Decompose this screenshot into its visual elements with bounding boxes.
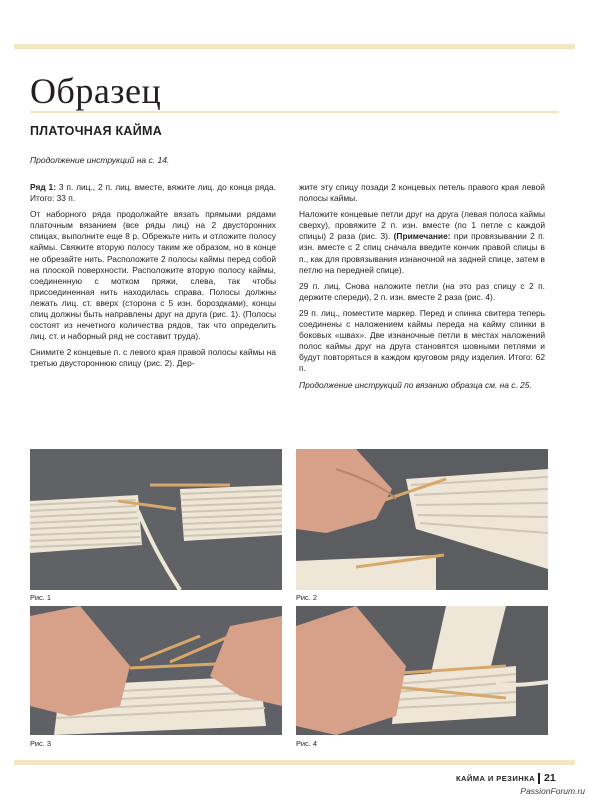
row-1-text: 3 п. лиц., 2 п. лиц. вместе, вяжите лиц. до конца ряда. Итого: 33 п. xyxy=(30,182,277,204)
photo-two-garter-strips xyxy=(30,449,282,590)
title-underline xyxy=(30,111,559,113)
row-1-label: Ряд 1: xyxy=(30,182,56,192)
figure-3-photo xyxy=(30,606,282,735)
note-text: при провязывании 2 п. изн. вместе с 2 спиц сначала введите кончик правой спицы в п., как для провязывания изнаночной на задней спице, затем в петлю на передней спице). xyxy=(299,231,545,275)
bottom-decorative-rule xyxy=(14,760,575,765)
section-subtitle: ПЛАТОЧНАЯ КАЙМА xyxy=(30,124,163,138)
figure-2-caption: Рис. 2 xyxy=(296,593,317,602)
figure-1-photo xyxy=(30,449,282,590)
instructions-paragraph: жите эту спицу позади 2 концевых петель правого края левой полосы каймы. xyxy=(299,182,545,204)
instructions-paragraph: 29 п. лиц., поместите маркер. Перед и спинка свитера теперь соединены с наложением каймы переда на кайму спинки в боковых «швах». Две изнаночные петли в местах наложений полос каймы друг на друга становятся шовными петлями и будут повторяться в каждом круговом ряду изделия. Итого: 62 п. xyxy=(299,307,545,374)
instructions-paragraph: От наборного ряда продолжайте вязать прямыми рядами платочным вязанием (все ряды лиц) на 2 двусторонних спицах, выполните еще 8 р. Обрежьте нить и отложите полосу каймы. Свяжите вторую полосу таким же образом, но в конце не обрезайте нить. Расположите 2 полосы каймы перед собой на плоской поверхности. Расположите вторую полосу каймы, соединенную с мотком пряжи, слева, так чтобы присоединенная нить находилась справа. Полосы должны лежать лиц. ст. вверх (сторона с 5 изн. бороздками), концы спиц должны быть направлены друг на друга (рис. 1). (Полосы состоят из нечетного количества рядов, так что определить лиц. ст. и наборный ряд не составит труда). xyxy=(30,209,276,342)
instructions-paragraph: 29 п. лиц. Снова наложите петли (на это раз спицу с 2 п. держите спереди), 2 п. изн. вместе 2 раза (рис. 4). xyxy=(299,280,545,302)
overlap-text: Наложите концевые петли друг на друга (левая полоса каймы сверху), провяжите 2 п. изн. вместе (по 1 петле с каждой спицы) 2 раза (рис. 3). xyxy=(299,209,545,242)
photo-hands-purl-together xyxy=(296,606,548,735)
figure-4-caption: Рис. 4 xyxy=(296,739,317,748)
photo-hands-slipping-stitches xyxy=(296,449,548,590)
watermark: PassionForum.ru xyxy=(520,786,585,796)
row-1-paragraph xyxy=(30,182,276,204)
continued-on-note: Продолжение инструкций по вязанию образца см. на с. 25. xyxy=(299,379,532,390)
footer-section-title: КАЙМА И РЕЗИНКА xyxy=(455,774,535,783)
page-title: Образец xyxy=(30,71,162,111)
instructions-paragraph: Снимите 2 концевые п. с левого края правой полосы каймы на третью двустороннюю спицу (рис. 2). Дер- xyxy=(30,347,276,369)
instructions-paragraph xyxy=(299,209,545,276)
figure-1-caption: Рис. 1 xyxy=(30,593,51,602)
page-number: 21 xyxy=(544,772,556,784)
footer-separator xyxy=(538,773,540,784)
continued-from-note: Продолжение инструкций на с. 14. xyxy=(30,155,170,165)
photo-hands-overlapping-needles xyxy=(30,606,282,735)
figure-4-photo xyxy=(296,606,548,735)
note-label: (Примечание: xyxy=(393,231,451,242)
left-text-column xyxy=(30,182,276,370)
figure-2-photo xyxy=(296,449,548,590)
right-text-column xyxy=(299,182,545,396)
figure-3-caption: Рис. 3 xyxy=(30,739,51,748)
top-decorative-rule xyxy=(14,44,575,49)
